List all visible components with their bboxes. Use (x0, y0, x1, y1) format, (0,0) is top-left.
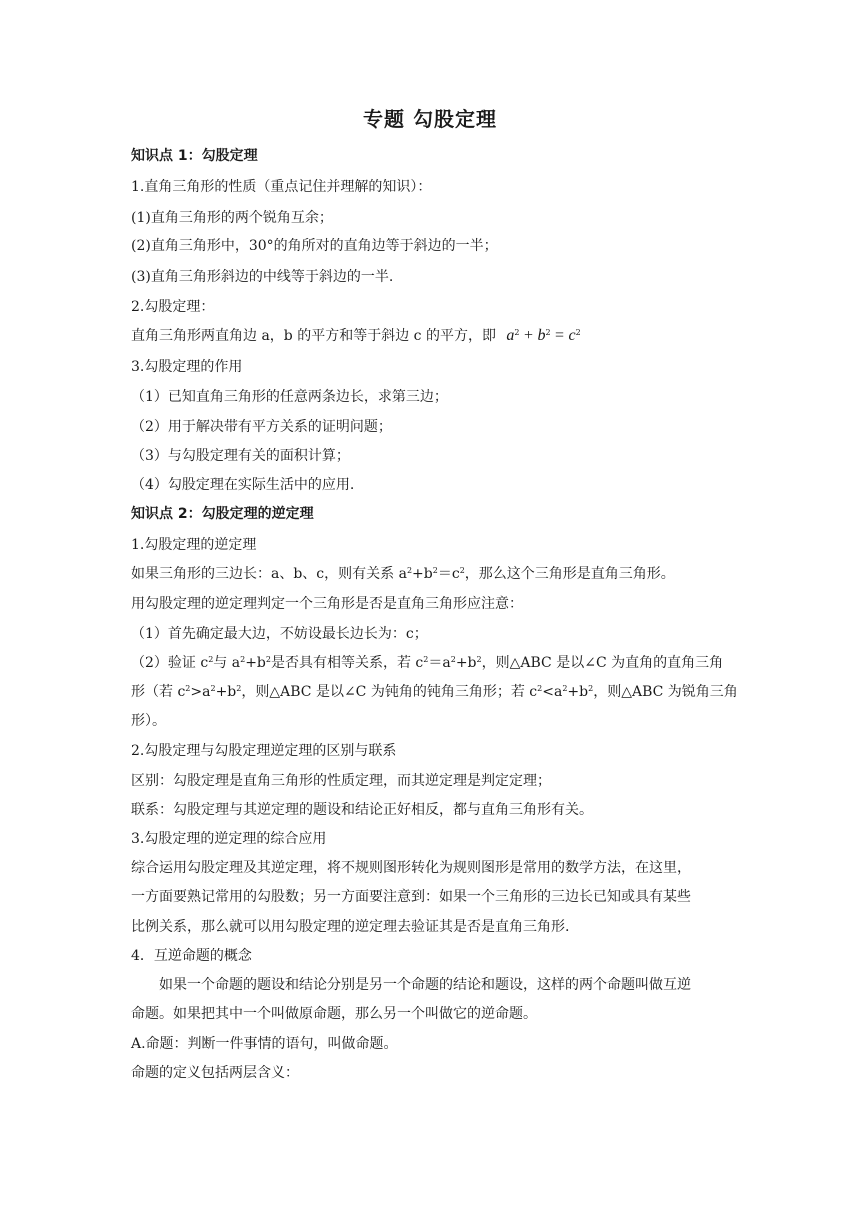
list-item: (3)直角三角形斜边的中线等于斜边的一半. (131, 269, 394, 285)
list-item: （2）用于解决带有平方关系的证明问题； (131, 419, 392, 435)
list-item: (2)直角三角形中，30°的角所对的直角边等于斜边的一半； (131, 238, 498, 254)
list-item-continuation: 形（若 $c^2>a^2+b^2$，则△ABC 是以∠C 为钝角的钝角三角形；若 $c^2<a^2+b^2$，则△ABC 为锐角三角 (131, 684, 738, 700)
statement-text: 直角三角形两直角边 a，b 的平方和等于斜边 c 的平方，即 (131, 328, 496, 344)
paragraph: 区别：勾股定理是直角三角形的性质定理，而其逆定理是判定定理； (131, 773, 551, 789)
paragraph-line: 一方面要熟记常用的勾股数；另一方面要注意到：如果一个三角形的三边长已知或具有某些 (131, 889, 691, 905)
paragraph: 2.勾股定理： (131, 299, 215, 315)
list-item: （1）已知直角三角形的任意两条边长，求第三边； (131, 389, 448, 405)
list-item: （4）勾股定理在实际生活中的应用. (131, 477, 355, 493)
paragraph-line: 命题。如果把其中一个叫做原命题，那么另一个叫做它的逆命题。 (131, 1006, 537, 1022)
paragraph-line: 如果一个命题的题设和结论分别是另一个命题的结论和题设，这样的两个命题叫做互逆 (159, 977, 691, 993)
paragraph: A.命题：判断一件事情的语句，叫做命题。 (131, 1036, 398, 1052)
paragraph: 4．互逆命题的概念 (131, 948, 252, 964)
paragraph: 3.勾股定理的逆定理的综合应用 (131, 831, 327, 847)
list-item: （3）与勾股定理有关的面积计算； (131, 448, 350, 464)
paragraph: 1.直角三角形的性质（重点记住并理解的知识）： (131, 179, 432, 195)
pythagorean-statement (131, 327, 581, 345)
paragraph: 命题的定义包括两层含义： (131, 1065, 299, 1081)
paragraph: 2.勾股定理与勾股定理逆定理的区别与联系 (131, 743, 397, 759)
list-item: （2）验证 $c^2$与 $a^2+b^2$是否具有相等关系，若 $c^2=a^2+b^2$，则△ABC 是以∠C 为直角的直角三角 (131, 655, 724, 671)
list-item-continuation: 形）。 (131, 713, 166, 729)
pythagorean-formula: $a^2 + b^2 = c^2$ (506, 327, 581, 344)
section-heading-2: 知识点 2：勾股定理的逆定理 (131, 506, 314, 522)
list-item: (1)直角三角形的两个锐角互余； (131, 210, 333, 226)
converse-statement: 如果三角形的三边长：a、b、c，则有关系 $a^2+b^2=c^2$，那么这个三角形是直角三角形。 (131, 566, 675, 582)
paragraph-line: 比例关系，那么就可以用勾股定理的逆定理去验证其是否是直角三角形. (131, 919, 570, 935)
section-heading-1: 知识点 1：勾股定理 (131, 148, 258, 164)
list-item: （1）首先确定最大边，不妨设最长边长为：c； (131, 626, 428, 642)
paragraph: 1.勾股定理的逆定理 (131, 537, 257, 553)
page-title: 专题 勾股定理 (363, 107, 497, 131)
paragraph: 用勾股定理的逆定理判定一个三角形是否是直角三角形应注意： (131, 596, 523, 612)
paragraph: 联系：勾股定理与其逆定理的题设和结论正好相反，都与直角三角形有关。 (131, 802, 593, 818)
paragraph-line: 综合运用勾股定理及其逆定理，将不规则图形转化为规则图形是常用的数学方法，在这里， (131, 860, 691, 876)
paragraph: 3.勾股定理的作用 (131, 359, 243, 375)
